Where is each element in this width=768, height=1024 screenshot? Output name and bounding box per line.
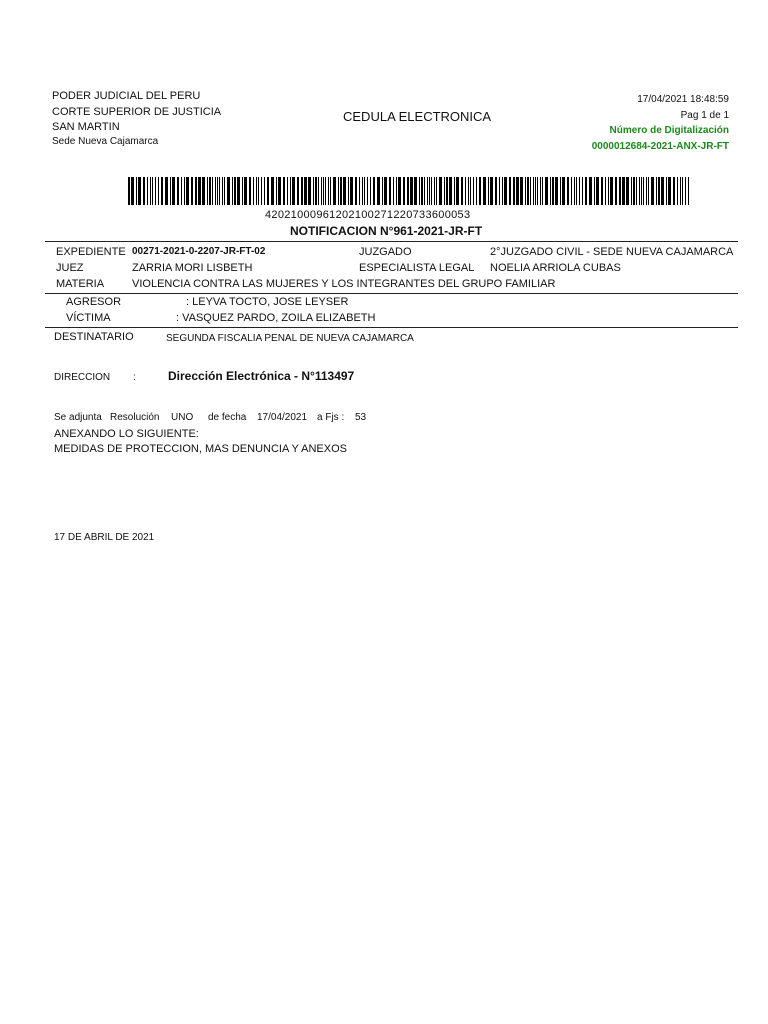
barcode-bar xyxy=(348,177,349,205)
barcode-bar xyxy=(244,177,247,205)
barcode-bar xyxy=(186,177,189,205)
barcode-bar xyxy=(646,177,647,205)
barcode-bar xyxy=(545,177,548,205)
barcode-bar xyxy=(355,177,357,205)
barcode-bar xyxy=(685,177,686,205)
barcode-bar xyxy=(338,177,339,205)
materia-value: VIOLENCIA CONTRA LAS MUJERES Y LOS INTEGRANTES DEL GRUPO FAMILIAR xyxy=(132,278,556,290)
barcode-bar xyxy=(147,177,148,205)
barcode-bar xyxy=(184,177,185,205)
barcode-bar xyxy=(227,177,230,205)
barcode-bar xyxy=(333,177,336,205)
barcode-bar xyxy=(636,177,637,205)
barcode-bar xyxy=(191,177,193,205)
venue-name: Sede Nueva Cajamarca xyxy=(52,136,159,147)
barcode-bar xyxy=(367,177,368,205)
barcode-bar xyxy=(410,177,413,205)
juzgado-label: JUZGADO xyxy=(359,246,412,258)
barcode-bar xyxy=(165,177,168,205)
barcode-bar xyxy=(234,177,236,205)
barcode-bar xyxy=(292,177,295,205)
barcode-bar xyxy=(619,177,621,205)
barcode-bar xyxy=(407,177,409,205)
page-indicator: Pag 1 de 1 xyxy=(680,110,729,121)
barcode-bar xyxy=(520,177,523,205)
barcode-bar xyxy=(596,177,599,205)
barcode-bar xyxy=(177,177,179,205)
barcode-bar xyxy=(278,177,281,205)
divider-middle xyxy=(45,293,738,294)
barcode-bar xyxy=(542,177,543,205)
barcode-bar xyxy=(560,177,561,205)
barcode-bar xyxy=(249,177,251,205)
barcode-bar xyxy=(540,177,541,205)
barcode-bar xyxy=(158,177,159,205)
barcode-bar xyxy=(615,177,617,205)
barcode-bar xyxy=(267,177,269,205)
barcode-bar xyxy=(434,177,435,205)
barcode-bar xyxy=(427,177,428,205)
court-name: CORTE SUPERIOR DE JUSTICIA xyxy=(52,106,222,118)
barcode-bar xyxy=(666,177,667,205)
barcode-bar xyxy=(377,177,380,205)
barcode-bar xyxy=(446,177,448,205)
barcode-bar xyxy=(389,177,391,205)
barcode-number: 42021000961202100271220733600053 xyxy=(265,209,471,221)
barcode-bar xyxy=(419,177,420,205)
barcode-bar xyxy=(502,177,503,205)
anexos-description: MEDIDAS DE PROTECCION, MAS DENUNCIA Y ANEXOS xyxy=(54,443,347,455)
barcode-bar xyxy=(594,177,595,205)
especialista-value: NOELIA ARRIOLA CUBAS xyxy=(490,262,621,274)
issue-datetime: 17/04/2021 18:48:59 xyxy=(637,94,729,105)
barcode-bar xyxy=(222,177,223,205)
barcode-bar xyxy=(688,177,689,205)
barcode-bar xyxy=(499,177,500,205)
barcode-bar xyxy=(641,177,642,205)
barcode-bar xyxy=(131,177,134,205)
barcode-bar xyxy=(476,177,477,205)
expediente-value: 00271-2021-0-2207-JR-FT-02 xyxy=(132,246,266,257)
barcode-bar xyxy=(431,177,432,205)
barcode-bar xyxy=(152,177,153,205)
barcode-bar xyxy=(212,177,213,205)
barcode-bar xyxy=(308,177,311,205)
barcode-bar xyxy=(261,177,262,205)
barcode xyxy=(128,177,690,205)
resolucion-value: UNO xyxy=(171,412,194,423)
barcode-bar xyxy=(680,177,681,205)
barcode-bar xyxy=(362,177,363,205)
juez-value: ZARRIA MORI LISBETH xyxy=(132,262,253,274)
barcode-bar xyxy=(639,177,640,205)
barcode-bar xyxy=(490,177,493,205)
barcode-bar xyxy=(384,177,387,205)
especialista-label: ESPECIALISTA LEGAL xyxy=(359,262,475,274)
barcode-bar xyxy=(495,177,497,205)
barcode-bar xyxy=(242,177,243,205)
barcode-bar xyxy=(202,177,205,205)
barcode-bar xyxy=(424,177,425,205)
barcode-bar xyxy=(170,177,171,205)
victima-value: : VASQUEZ PARDO, ZOILA ELIZABETH xyxy=(176,312,376,324)
barcode-bar xyxy=(456,177,459,205)
barcode-bar xyxy=(161,177,163,205)
barcode-bar xyxy=(219,177,220,205)
barcode-bar xyxy=(535,177,536,205)
barcode-bar xyxy=(330,177,331,205)
barcode-bar xyxy=(403,177,405,205)
barcode-bar xyxy=(479,177,481,205)
destinatario-value: SEGUNDA FISCALIA PENAL DE NUEVA CAJAMARCA xyxy=(166,333,414,344)
barcode-bar xyxy=(449,177,452,205)
juzgado-value: 2°JUZGADO CIVIL - SEDE NUEVA CAJAMARCA xyxy=(490,246,734,258)
barcode-bar xyxy=(256,177,257,205)
barcode-bar xyxy=(633,177,635,205)
barcode-bar xyxy=(283,177,285,205)
barcode-bar xyxy=(530,177,531,205)
anexando-heading: ANEXANDO LO SIGUIENTE: xyxy=(54,428,199,440)
digitization-number: 0000012684-2021-ANX-JR-FT xyxy=(591,141,729,152)
se-adjunta-text: Se adjunta xyxy=(54,412,102,423)
barcode-bar xyxy=(364,177,365,205)
barcode-bar xyxy=(555,177,558,205)
barcode-bar xyxy=(155,177,156,205)
barcode-bar xyxy=(136,177,137,205)
direccion-label: DIRECCION xyxy=(54,372,111,383)
barcode-bar xyxy=(605,177,606,205)
org-name: PODER JUDICIAL DEL PERU xyxy=(52,90,201,102)
barcode-bar xyxy=(143,177,145,205)
destinatario-label: DESTINATARIO xyxy=(54,331,134,343)
barcode-bar xyxy=(325,177,326,205)
barcode-bar xyxy=(631,177,632,205)
barcode-bar xyxy=(533,177,534,205)
barcode-bar xyxy=(172,177,175,205)
barcode-bar xyxy=(297,177,299,205)
barcode-bar xyxy=(138,177,141,205)
fjs-value: 53 xyxy=(355,412,367,423)
expediente-label: EXPEDIENTE xyxy=(56,246,126,258)
barcode-bar xyxy=(579,177,580,205)
barcode-bar xyxy=(504,177,507,205)
barcode-bar xyxy=(207,177,208,205)
agresor-label: AGRESOR xyxy=(66,296,122,308)
barcode-bar xyxy=(150,177,151,205)
fjs-label: a Fjs : xyxy=(317,412,345,423)
barcode-bar xyxy=(328,177,329,205)
barcode-bar xyxy=(304,177,307,205)
barcode-bar xyxy=(626,177,629,205)
barcode-bar xyxy=(525,177,526,205)
district-name: SAN MARTIN xyxy=(52,121,120,133)
barcode-bar xyxy=(382,177,383,205)
barcode-bar xyxy=(181,177,182,205)
barcode-bar xyxy=(323,177,324,205)
barcode-bar xyxy=(454,177,455,205)
barcode-bar xyxy=(567,177,569,205)
barcode-bar xyxy=(571,177,572,205)
barcode-bar xyxy=(651,177,654,205)
notification-title: NOTIFICACION N°961-2021-JR-FT xyxy=(290,224,483,238)
barcode-bar xyxy=(276,177,277,205)
barcode-bar xyxy=(393,177,394,205)
barcode-bar xyxy=(552,177,554,205)
barcode-bar xyxy=(513,177,515,205)
barcode-bar xyxy=(398,177,401,205)
juez-label: JUEZ xyxy=(56,262,84,274)
barcode-bar xyxy=(537,177,538,205)
barcode-bar xyxy=(350,177,353,205)
barcode-bar xyxy=(429,177,430,205)
barcode-bar xyxy=(321,177,322,205)
fecha-value: 17/04/2021 xyxy=(257,412,308,423)
fecha-label: de fecha xyxy=(208,412,247,423)
barcode-bar xyxy=(682,177,683,205)
barcode-bar xyxy=(661,177,664,205)
barcode-bar xyxy=(421,177,423,205)
barcode-bar xyxy=(436,177,437,205)
victima-label: VÍCTIMA xyxy=(66,312,111,324)
barcode-bar xyxy=(198,177,201,205)
barcode-bar xyxy=(576,177,577,205)
barcode-bar xyxy=(301,177,303,205)
barcode-bar xyxy=(465,177,466,205)
barcode-bar xyxy=(396,177,397,205)
barcode-bar xyxy=(195,177,197,205)
barcode-bar xyxy=(253,177,254,205)
barcode-bar xyxy=(128,177,130,205)
resolucion-label: Resolución xyxy=(110,412,160,423)
barcode-bar xyxy=(610,177,613,205)
barcode-bar xyxy=(668,177,671,205)
barcode-bar xyxy=(224,177,225,205)
barcode-bar xyxy=(574,177,575,205)
divider-top xyxy=(45,241,738,242)
barcode-bar xyxy=(370,177,371,205)
digitization-label: Número de Digitalización xyxy=(609,125,729,136)
barcode-bar xyxy=(258,177,259,205)
barcode-bar xyxy=(215,177,216,205)
agresor-value: : LEYVA TOCTO, JOSE LEYSER xyxy=(186,296,349,308)
barcode-bar xyxy=(264,177,265,205)
barcode-bar xyxy=(271,177,274,205)
barcode-bar xyxy=(677,177,678,205)
barcode-bar xyxy=(643,177,644,205)
barcode-bar xyxy=(313,177,314,205)
barcode-bar xyxy=(516,177,519,205)
barcode-bar xyxy=(648,177,649,205)
barcode-bar xyxy=(582,177,583,205)
barcode-bar xyxy=(287,177,288,205)
materia-label: MATERIA xyxy=(56,278,105,290)
barcode-bar xyxy=(483,177,486,205)
barcode-bar xyxy=(509,177,511,205)
barcode-bar xyxy=(473,177,474,205)
barcode-bar xyxy=(550,177,551,205)
barcode-bar xyxy=(562,177,565,205)
barcode-bar xyxy=(359,177,360,205)
barcode-bar xyxy=(601,177,603,205)
barcode-bar xyxy=(209,177,211,205)
barcode-bar xyxy=(470,177,471,205)
barcode-bar xyxy=(439,177,442,205)
barcode-bar xyxy=(237,177,240,205)
barcode-bar xyxy=(290,177,291,205)
barcode-bar xyxy=(318,177,319,205)
barcode-bar xyxy=(468,177,469,205)
barcode-bar xyxy=(527,177,529,205)
document-title: CEDULA ELECTRONICA xyxy=(343,109,492,124)
barcode-bar xyxy=(488,177,489,205)
document-date: 17 DE ABRIL DE 2021 xyxy=(54,532,155,543)
barcode-bar xyxy=(658,177,660,205)
barcode-bar xyxy=(414,177,417,205)
divider-bottom xyxy=(45,327,738,328)
barcode-bar xyxy=(461,177,463,205)
barcode-bar xyxy=(608,177,609,205)
barcode-bar xyxy=(373,177,375,205)
barcode-bar xyxy=(340,177,342,205)
barcode-bar xyxy=(315,177,317,205)
barcode-bar xyxy=(343,177,346,205)
barcode-bar xyxy=(622,177,625,205)
barcode-bar xyxy=(656,177,657,205)
barcode-bar xyxy=(217,177,218,205)
barcode-bar xyxy=(232,177,233,205)
barcode-bar xyxy=(585,177,587,205)
direccion-colon: : xyxy=(133,372,136,383)
barcode-bar xyxy=(589,177,592,205)
direccion-value: Dirección Electrónica - N°113497 xyxy=(168,369,355,383)
barcode-bar xyxy=(444,177,445,205)
barcode-bar xyxy=(673,177,675,205)
